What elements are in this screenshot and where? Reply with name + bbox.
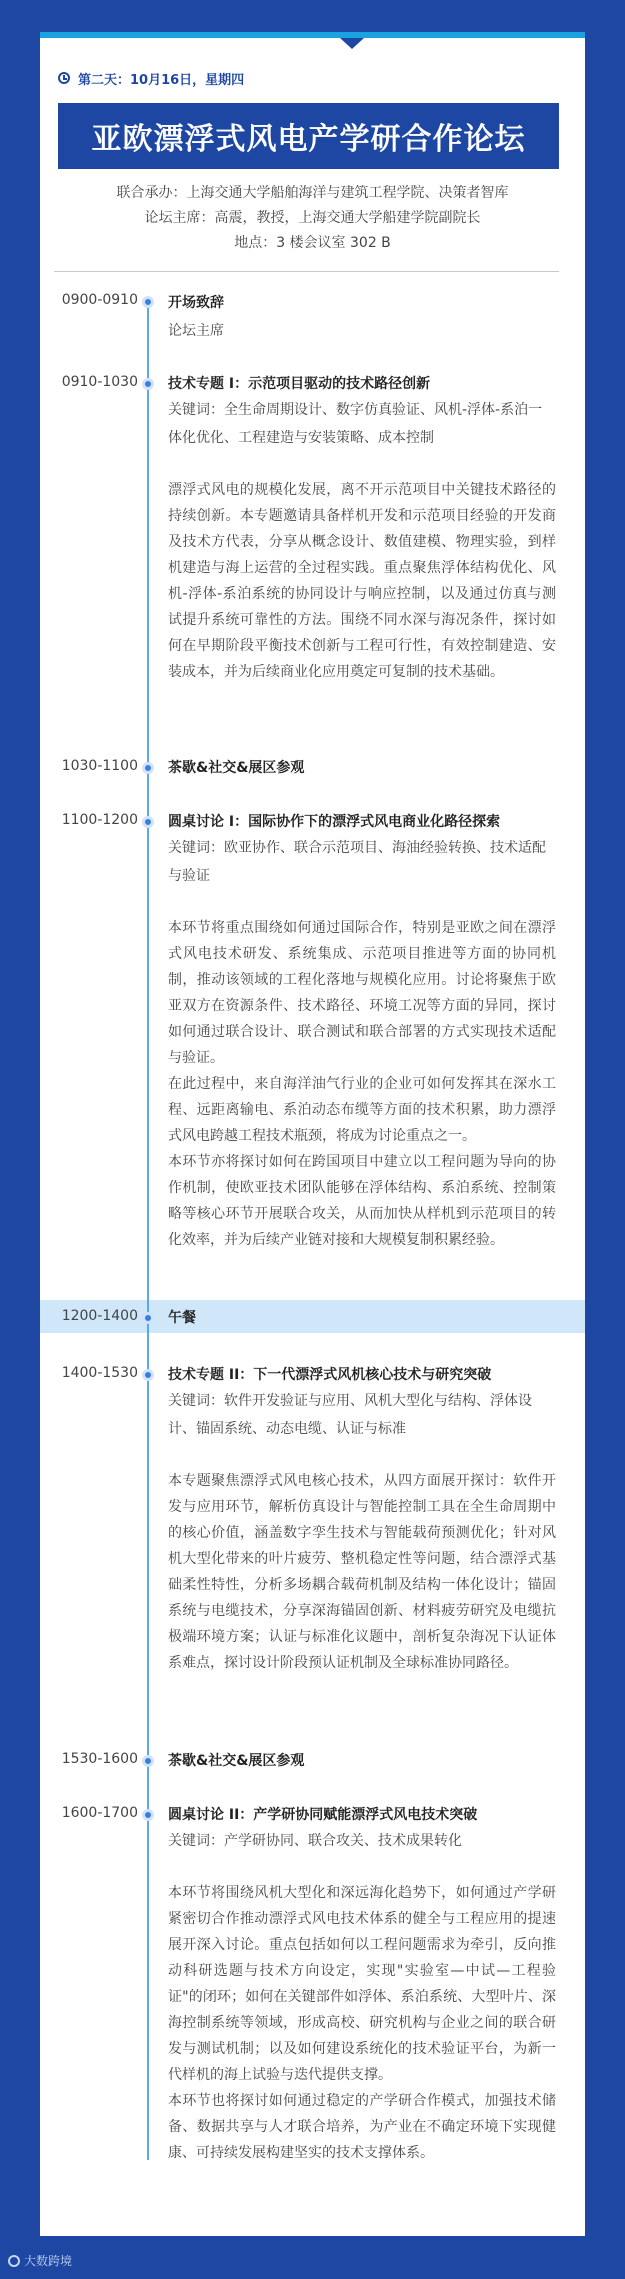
session-description: 本专题聚焦漂浮式风电核心技术，从四方面展开探讨：软件开发与应用环节，解析仿真设计与智能控制工具在全生命周期中的核心价值，涵盖数字孪生技术与智能载荷预测优化；针对风机大型化带来的叶片疲劳、整机稳定性等问题，结合漂浮式基础柔性特性，分析多场耦合载荷机制及结构一体化设计；锚固系统与电缆技术，分享深海锚固创新、材料疲劳研究及电缆抗极端环境方案；认证与标准化议题中，剖析复杂海况下认证体系难点，探讨设计阶段预认证机制及全球标准协同路径。 bbox=[168, 1473, 556, 1671]
session-title: 茶歇&社交&展区参观 bbox=[168, 1753, 305, 1769]
session-description: 本环节将重点围绕如何通过国际合作，特别是亚欧之间在漂浮式风电技术研发、系统集成、示范项目推进等方面的协同机制，推动该领域的工程化落地与规模化应用。讨论将聚焦于欧亚双方在资源条件、技术路径、环境工况等方面的异同，探讨如何通过联合设计、联合测试和联合部署的方式实现技术适配与验证。 bbox=[168, 920, 556, 1066]
timeline-dot-icon bbox=[142, 1312, 154, 1324]
session-description: 本环节也将探讨如何通过稳定的产学研合作模式，加强技术储备、数据共享与人才联合培养，为产业在不确定环境下实现健康、可持续发展构建坚实的技术支撑体系。 bbox=[168, 2093, 556, 2161]
card-accent-line bbox=[40, 32, 585, 38]
session-content bbox=[168, 811, 556, 1253]
session-time: 1200-1400 bbox=[61, 1308, 138, 1324]
session-description: 本环节亦将探讨如何在跨国项目中建立以工程问题为导向的协作机制，使欧亚技术团队能够在浮体结构、系泊系统、控制策略等核心环节开展联合攻关，从而加快从样机到示范项目的转化效率，并为后续产业链对接和大规模复制积累经验。 bbox=[168, 1154, 556, 1248]
session-keywords: 关键词：产学研协同、联合攻关、技术成果转化 bbox=[168, 1833, 462, 1849]
session-time: 1100-1200 bbox=[61, 812, 138, 828]
session-title: 圆桌讨论 II：产学研协同赋能漂浮式风电技术突破 bbox=[168, 1807, 478, 1823]
session-description: 本环节将围绕风机大型化和深远海化趋势下，如何通过产学研紧密切合作推动漂浮式风电技术体系的健全与工程应用的提速展开深入讨论。重点包括如何以工程问题需求为牵引，反向推动科研选题与技术方向设定，实现"实验室—中试—工程验证"的闭环；如何在关键部件如浮体、系泊系统、大型叶片、深海控制系统等领域，形成高校、研究机构与企业之间的联合研发与测试机制；以及如何建设系统化的技术验证平台，为新一代样机的海上试验与迭代提供支撑。 bbox=[168, 1885, 556, 2083]
session-title: 圆桌讨论 I：国际协作下的漂浮式风电商业化路径探索 bbox=[168, 814, 501, 830]
session-content bbox=[168, 1804, 556, 2166]
session-description: 漂浮式风电的规模化发展，离不开示范项目中关键技术路径的持续创新。本专题邀请具备样机开发和示范项目经验的开发商及技术方代表，分享从概念设计、数值建模、物理实验，到样机建造与海上运营的全过程实践。重点聚焦浮体结构优化、风机-浮体-系泊系统的协同设计与响应控制，以及通过仿真与测试提升系统可靠性的方法。围绕不同水深与海况条件，探讨如何在早期阶段平衡技术创新与工程可行性，有效控制建造、安装成本，并为后续商业化应用奠定可复制的技术基础。 bbox=[168, 482, 556, 680]
session-time: 1400-1530 bbox=[61, 1365, 138, 1381]
header-divider bbox=[54, 271, 559, 272]
session-time: 1530-1600 bbox=[61, 1751, 138, 1767]
session-title: 技术专题 II：下一代漂浮式风机核心技术与研究突破 bbox=[168, 1367, 492, 1383]
session-description: 在此过程中，来自海洋油气行业的企业可如何发挥其在深水工程、远距离输电、系泊动态布缆等方面的技术积累，助力漂浮式风电跨越工程技术瓶颈，将成为讨论重点之一。 bbox=[168, 1076, 556, 1144]
timeline-dot-icon bbox=[142, 1369, 154, 1381]
session-keywords: 关键词：欧亚协作、联合示范项目、海油经验转换、技术适配与验证 bbox=[168, 840, 546, 884]
day-label bbox=[58, 68, 244, 88]
clock-icon bbox=[58, 72, 70, 84]
session-title: 开场致辞 bbox=[168, 295, 224, 311]
watermark-text: 大数跨境 bbox=[24, 2254, 73, 2268]
day-text: 第二天：10月16日，星期四 bbox=[78, 72, 245, 88]
timeline-axis bbox=[147, 300, 149, 2160]
session-time: 1030-1100 bbox=[61, 758, 138, 774]
session-content bbox=[168, 292, 556, 343]
timeline-dot-icon bbox=[142, 816, 154, 828]
session-keywords: 关键词：软件开发验证与应用、风机大型化与结构、浮体设计、锚固系统、动态电缆、认证与标准 bbox=[168, 1393, 532, 1437]
timeline-dot-icon bbox=[142, 762, 154, 774]
session-content bbox=[168, 373, 556, 685]
watermark-logo-icon bbox=[8, 2255, 20, 2267]
session-content bbox=[168, 1307, 556, 1330]
session-content bbox=[168, 1364, 556, 1676]
session-title: 技术专题 I：示范项目驱动的技术路径创新 bbox=[168, 376, 431, 392]
session-content bbox=[168, 757, 556, 780]
session-title: 午餐 bbox=[168, 1310, 196, 1326]
timeline-dot-icon bbox=[142, 1755, 154, 1767]
location-line: 地点：3 楼会议室 302 B bbox=[234, 235, 391, 251]
timeline-dot-icon bbox=[142, 1809, 154, 1821]
top-banner-strip bbox=[0, 0, 625, 36]
session-title: 茶歇&社交&展区参观 bbox=[168, 760, 305, 776]
timeline-dot-icon bbox=[142, 296, 154, 308]
session-time: 0900-0910 bbox=[61, 292, 138, 308]
session-time: 0910-1030 bbox=[61, 374, 138, 390]
card-notch bbox=[340, 38, 364, 49]
session-subtitle: 论坛主席 bbox=[168, 323, 224, 339]
chair-line: 论坛主席：高震，教授，上海交通大学船建学院副院长 bbox=[144, 210, 481, 226]
timeline-dot-icon bbox=[142, 378, 154, 390]
organizers-line: 联合承办：上海交通大学船舶海洋与建筑工程学院、决策者智库 bbox=[116, 185, 509, 201]
session-keywords: 关键词：全生命周期设计、数字仿真验证、风机-浮体-系泊一体化优化、工程建造与安装策略、成本控制 bbox=[168, 402, 543, 446]
session-time: 1600-1700 bbox=[61, 1805, 138, 1821]
session-content bbox=[168, 1750, 556, 1773]
watermark bbox=[8, 2252, 72, 2269]
forum-title: 亚欧漂浮式风电产学研合作论坛 bbox=[58, 103, 559, 169]
